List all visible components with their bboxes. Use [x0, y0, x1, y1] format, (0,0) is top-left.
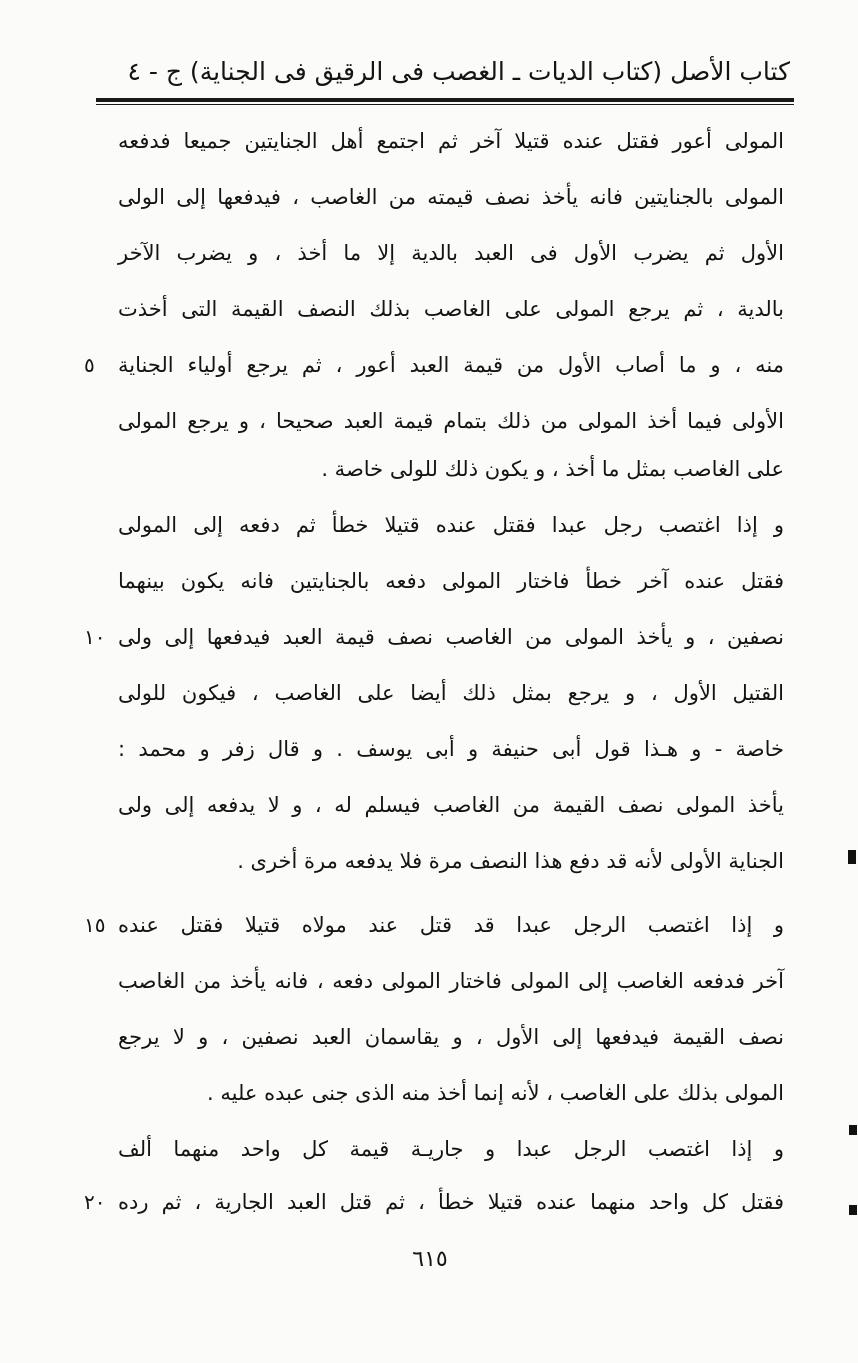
text-line-12: خاصة - و هـذا قول أبى حنيفة و أبى يوسف . و قال زفر و محمد :	[118, 737, 784, 761]
header-rule-thin	[96, 104, 794, 105]
text-line-9: فقتل عنده آخر خطأ فاختار المولى دفعه بالجنايتين فانه يكون بينهما	[118, 569, 784, 593]
text-line-7: على الغاصب بمثل ما أخذ ، و يكون ذلك للولى خاصة .	[321, 457, 784, 481]
margin-line-number: ١٠	[84, 625, 106, 649]
margin-line-number: ٥	[84, 353, 95, 377]
text-line-11: القتيل الأول ، و يرجع بمثل ذلك أيضا على الغاصب ، فيكون للولى	[118, 681, 784, 705]
text-line-20: فقتل كل واحد منهما عنده قتيلا خطأ ، ثم قتل العبد الجارية ، ثم رده	[118, 1190, 784, 1214]
text-line-6: الأولى فيما أخذ المولى من ذلك بتمام قيمة العبد صحيحا ، و يرجع المولى	[118, 409, 784, 433]
text-line-15: و إذا اغتصب الرجل عبدا قد قتل عند مولاه قتيلا فقتل عنده	[118, 913, 784, 937]
text-line-3: الأول ثم يضرب الأول فى العبد بالدية إلا ما أخذ ، و يضرب الآخر	[118, 241, 784, 265]
scan-artifact	[849, 1205, 857, 1215]
text-line-16: آخر فدفعه الغاصب إلى المولى فاختار المولى دفعه ، فانه يأخذ من الغاصب	[118, 969, 784, 993]
scan-artifact	[848, 850, 856, 864]
running-header: كتاب الأصل (كتاب الديات ـ الغصب فى الرقيق فى الجناية) ج - ٤	[127, 57, 790, 86]
header-rule-thick	[96, 98, 794, 102]
text-line-2: المولى بالجنايتين فانه يأخذ نصف قيمته من الغاصب ، فيدفعها إلى الولى	[118, 185, 784, 209]
text-line-5: منه ، و ما أصاب الأول من قيمة العبد أعور ، ثم يرجع أولياء الجناية	[118, 353, 784, 377]
margin-line-number: ١٥	[84, 913, 106, 937]
text-line-19: و إذا اغتصب الرجل عبدا و جاريـة قيمة كل واحد منهما ألف	[118, 1137, 784, 1161]
text-line-1: المولى أعور فقتل عنده قتيلا آخر ثم اجتمع أهل الجنايتين جميعا فدفعه	[118, 129, 784, 153]
margin-line-number: ٢٠	[84, 1190, 106, 1214]
text-line-10: نصفين ، و يأخذ المولى من الغاصب نصف قيمة العبد فيدفعها إلى ولى	[118, 625, 784, 649]
text-line-17: نصف القيمة فيدفعها إلى الأول ، و يقاسمان العبد نصفين ، و لا يرجع	[118, 1025, 784, 1049]
text-line-14: الجناية الأولى لأنه قد دفع هذا النصف مرة فلا يدفعه مرة أخرى .	[237, 849, 784, 873]
text-line-8: و إذا اغتصب رجل عبدا فقتل عنده قتيلا خطأ ثم دفعه إلى المولى	[118, 513, 784, 537]
page-number: ٦١٥	[412, 1247, 448, 1272]
text-line-18: المولى بذلك على الغاصب ، لأنه إنما أخذ منه الذى جنى عبده عليه .	[207, 1081, 784, 1105]
text-line-13: يأخذ المولى نصف القيمة من الغاصب فيسلم له ، و لا يدفعه إلى ولى	[118, 793, 784, 817]
scan-artifact	[849, 1125, 857, 1135]
text-line-4: بالدية ، ثم يرجع المولى على الغاصب بذلك النصف القيمة التى أخذت	[118, 297, 784, 321]
